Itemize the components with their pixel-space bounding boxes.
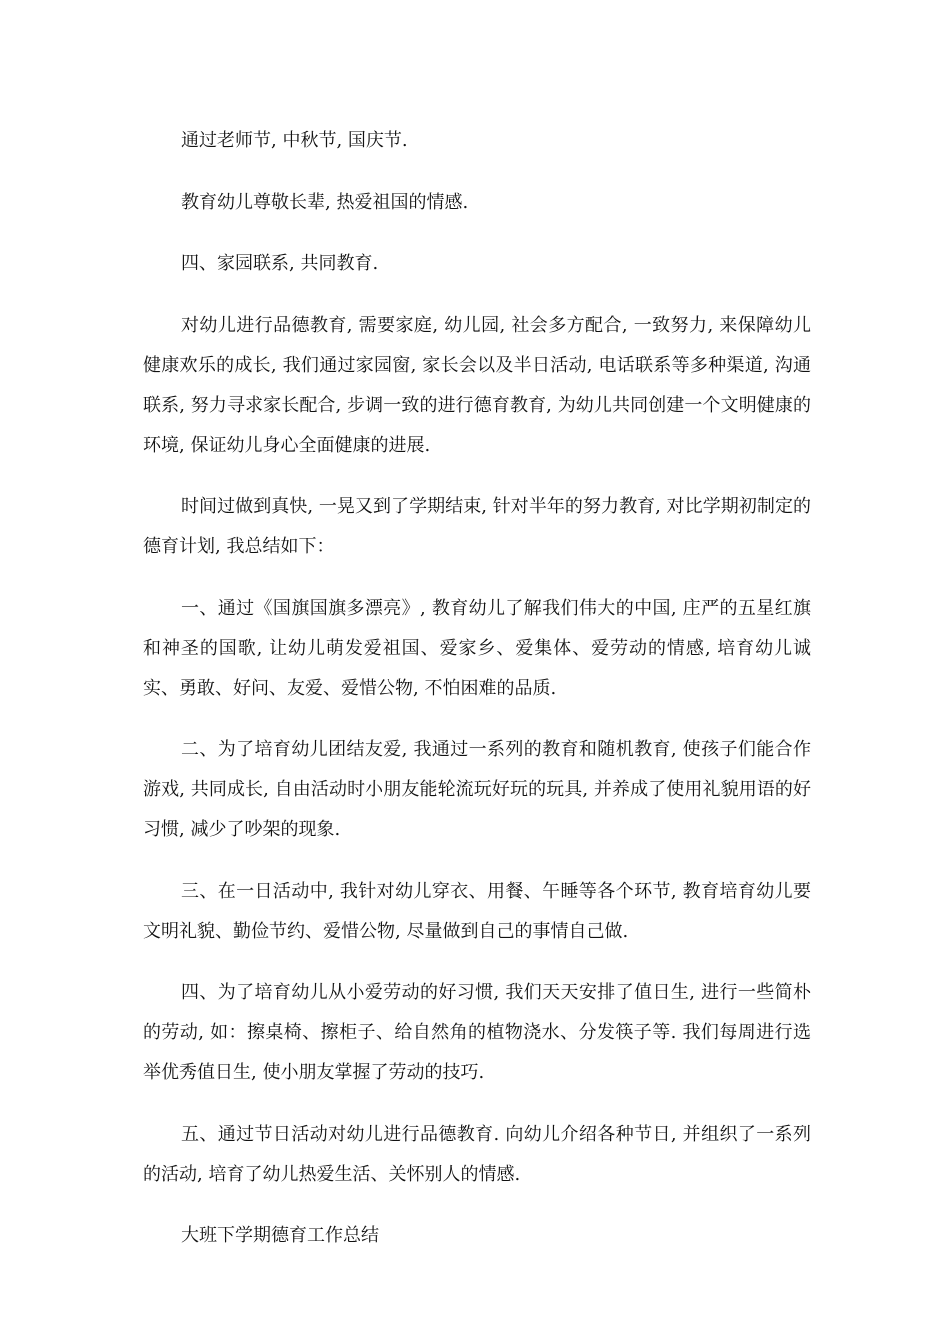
paragraph-item-one: 一、通过《国旗国旗多漂亮》, 教育幼儿了解我们伟大的中国, 庄严的五星红旗和神圣的国歌, 让幼儿萌发爱祖国、爱家乡、爱集体、爱劳动的情感, 培育幼儿诚实、勇敢、好问、友爱、爱惜公物, 不怕困难的品质. (143, 597, 811, 699)
document-body (143, 121, 811, 1278)
paragraph-semester-summary-intro: 时间过做到真快, 一晃又到了学期结束, 针对半年的努力教育, 对比学期初制定的德育计划, 我总结如下： (143, 496, 811, 557)
paragraph-item-two: 二、为了培育幼儿团结友爱, 我通过一系列的教育和随机教育, 使孩子们能合作游戏, 共同成长, 自由活动时小朋友能轮流玩好玩的玩具, 并养成了使用礼貌用语的好习惯, 减少了吵架的现象. (143, 739, 811, 840)
paragraph-item-five: 五、通过节日活动对幼儿进行品德教育. 向幼儿介绍各种节日, 并组织了一系列的活动, 培育了幼儿热爱生活、关怀别人的情感. (143, 1123, 811, 1185)
paragraph-item-four: 四、为了培育幼儿从小爱劳动的好习惯, 我们天天安排了值日生, 进行一些简朴的劳动, 如：擦桌椅、擦柜子、给自然角的植物浇水、分发筷子等. 我们每周进行选举优秀值日生, 使小朋友掌握了劳动的技巧. (143, 982, 811, 1083)
paragraph-festivals: 通过老师节, 中秋节, 国庆节. (181, 130, 408, 151)
paragraph-respect-elders: 教育幼儿尊敬长辈, 热爱祖国的情感. (181, 191, 469, 213)
paragraph-home-school-cooperation: 对幼儿进行品德教育, 需要家庭, 幼儿园, 社会多方配合, 一致努力, 来保障幼儿健康欢乐的成长, 我们通过家园窗, 家长会以及半日活动, 电话联系等多种渠道, 沟通联系, 努力寻求家长配合, 步调一致的进行德育教育, 为幼儿共同创建一个文明健康的环境, 保证幼儿身心全面健康的进展. (143, 314, 811, 456)
document-section-title: 大班下学期德育工作总结 (181, 1225, 379, 1246)
section-heading-home-school: 四、家园联系, 共同教育. (181, 253, 379, 274)
paragraph-item-three: 三、在一日活动中, 我针对幼儿穿衣、用餐、午睡等各个环节, 教育培育幼儿要文明礼貌、勤俭节约、爱惜公物, 尽量做到自己的事情自己做. (143, 880, 811, 942)
